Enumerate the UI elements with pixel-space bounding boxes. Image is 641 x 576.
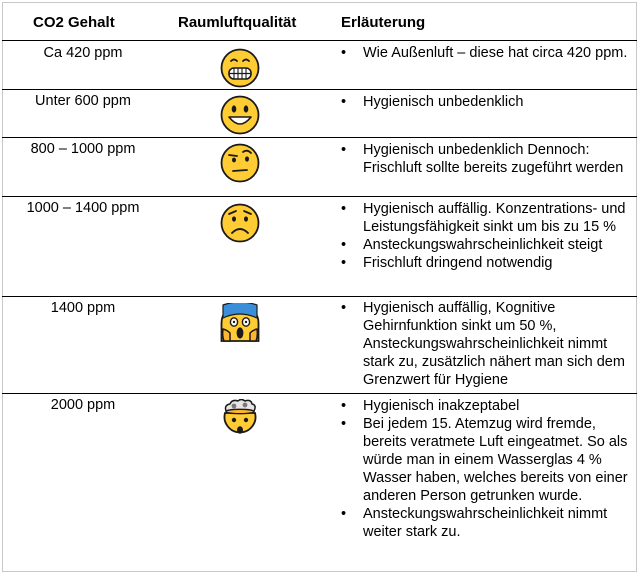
row-divider xyxy=(2,137,637,138)
list-item: • Hygienisch unbedenklich Dennoch: Frischluft sollte bereits zugeführt werden xyxy=(341,142,624,176)
worried-face-icon xyxy=(220,203,260,243)
header-quality: Raumluftqualität xyxy=(178,14,297,31)
list-item: • Frischluft dringend notwendig xyxy=(341,255,553,271)
explanation-list xyxy=(337,200,637,272)
co2-value: 1000 – 1400 ppm xyxy=(26,200,140,216)
exploding-head-icon xyxy=(220,399,260,439)
list-item: • Ansteckungswahrscheinlichkeit nimmt weiter stark zu. xyxy=(341,506,608,540)
co2-value: 800 – 1000 ppm xyxy=(30,141,136,157)
co2-value: Ca 420 ppm xyxy=(43,45,123,61)
co2-value: Unter 600 ppm xyxy=(35,93,131,109)
list-item: • Hygienisch auffällig, Kognitive Gehirnfunktion sinkt um 50 %, Ansteckungswahrscheinlichkeit nimmt stark zu, zusätzlich nähert man sich dem Grenzwert für Hygiene xyxy=(341,300,625,388)
row-divider xyxy=(2,393,637,394)
face-screaming-in-fear-icon xyxy=(220,303,260,343)
list-item: • Bei jedem 15. Atemzug wird fremde, bereits veratmete Luft eingeatmet. So als würde man in einem Wasserglas 4 % Wasser haben, welches bereits von einer anderen Person getrunken wurde. xyxy=(341,416,628,504)
co2-value: 1400 ppm xyxy=(50,300,116,316)
explanation-list xyxy=(337,93,637,111)
list-item: • Wie Außenluft – diese hat circa 420 ppm. xyxy=(341,45,628,61)
row-divider xyxy=(2,40,637,41)
row-divider xyxy=(2,196,637,197)
list-item: • Hygienisch inakzeptabel xyxy=(341,398,520,414)
header-co2: CO2 Gehalt xyxy=(33,14,115,31)
header-explanation: Erläuterung xyxy=(341,14,426,31)
co2-value: 2000 ppm xyxy=(50,397,116,413)
row-divider xyxy=(2,296,637,297)
explanation-list xyxy=(337,44,637,62)
list-item: • Hygienisch unbedenklich xyxy=(341,94,524,110)
grinning-face-icon xyxy=(220,48,260,88)
explanation-list xyxy=(337,299,637,389)
row-divider xyxy=(2,89,637,90)
explanation-list xyxy=(337,397,637,541)
face-with-raised-eyebrow-icon xyxy=(220,143,260,183)
list-item: • Ansteckungswahrscheinlichkeit steigt xyxy=(341,237,603,253)
explanation-list xyxy=(337,141,637,177)
smiling-face-icon xyxy=(220,95,260,135)
list-item: • Hygienisch auffällig. Konzentrations- und Leistungsfähigkeit sinkt um bis zu 15 % xyxy=(341,201,626,235)
